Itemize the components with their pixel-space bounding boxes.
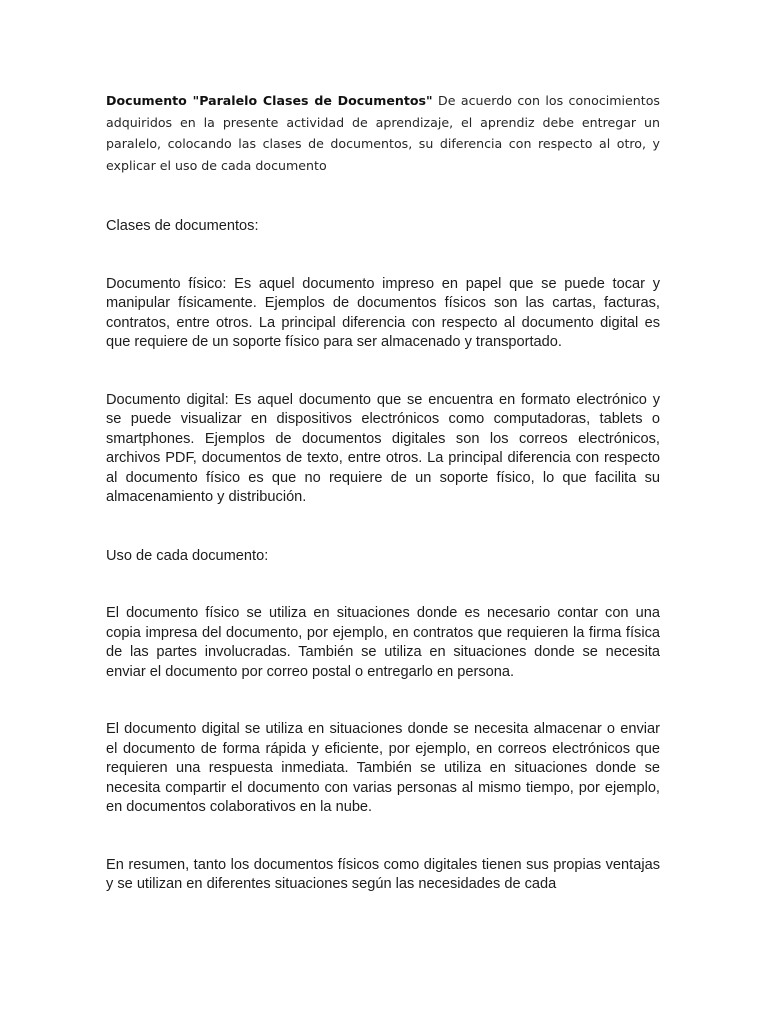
paragraph-digital-use: El documento digital se utiliza en situaciones donde se necesita almacenar o enviar el documento de forma rápida y eficiente, por ejemplo, en correos electrónicos que requieren una respuesta inmediata. También se utiliza en situaciones donde se necesita compartir el documento con varias personas al mismo tiempo, por ejemplo, en documentos colaborativos en la nube. — [106, 721, 660, 815]
heading-document-classes: Clases de documentos: — [106, 218, 259, 234]
document-page — [106, 90, 660, 895]
paragraph-physical-use: El documento físico se utiliza en situaciones donde es necesario contar con una copia impresa del documento, por ejemplo, en contratos que requieren la firma física de las partes involucradas. También se utiliza en situaciones donde se necesita enviar el documento por correo postal o entregarlo en persona. — [106, 605, 660, 680]
assignment-intro — [106, 90, 660, 176]
paragraph-physical-document: Documento físico: Es aquel documento impreso en papel que se puede tocar y manipular físicamente. Ejemplos de documentos físicos son las cartas, facturas, contratos, entre otros. La principal diferencia con respecto al documento digital es que requiere de un soporte físico para ser almacenado y transportado. — [106, 275, 660, 350]
assignment-title: Documento "Paralelo Clases de Documentos" — [106, 93, 433, 108]
assignment-instructions: De acuerdo con los conocimientos adquiridos en la presente actividad de aprendizaje, el aprendiz debe entregar un paralelo, colocando las clases de documentos, su diferencia con respecto al otro, y explicar el uso de cada documento — [106, 93, 660, 173]
paragraph-digital-document: Documento digital: Es aquel documento que se encuentra en formato electrónico y se puede visualizar en dispositivos electrónicos como computadoras, tablets o smartphones. Ejemplos de documentos digitales son los correos electrónicos, archivos PDF, documentos de texto, entre otros. La principal diferencia con respecto al documento físico es que no requiere de un soporte físico, lo que facilita su almacenamiento y distribución. — [106, 391, 660, 505]
heading-document-use: Uso de cada documento: — [106, 547, 269, 564]
paragraph-summary: En resumen, tanto los documentos físicos como digitales tienen sus propias ventajas y se utilizan en diferentes situaciones según las necesidades de cada — [106, 856, 660, 892]
